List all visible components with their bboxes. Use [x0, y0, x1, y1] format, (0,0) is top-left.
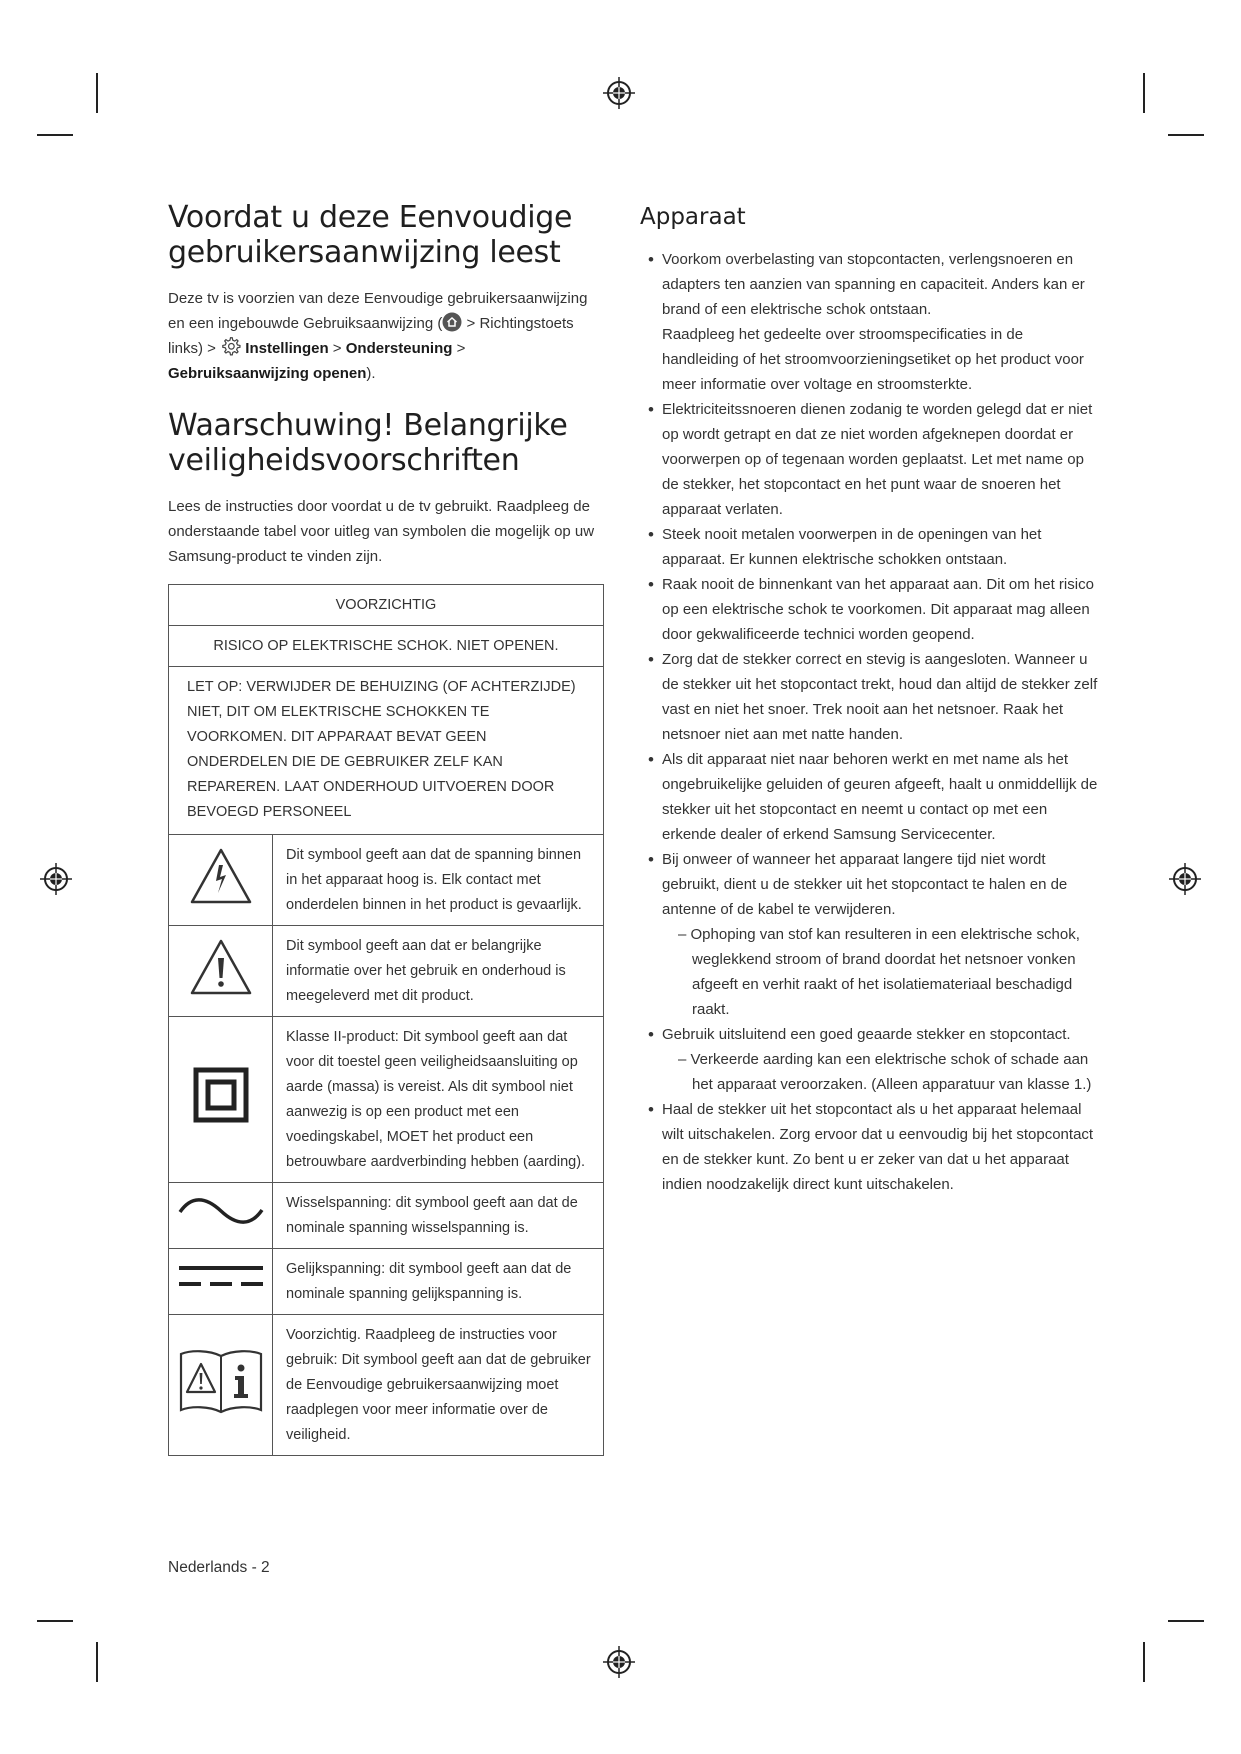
crop-mark	[1143, 1642, 1145, 1682]
table-header-caution: VOORZICHTIG	[169, 585, 604, 626]
ac-voltage-icon	[177, 1196, 265, 1226]
crop-mark	[96, 73, 98, 113]
home-icon	[442, 312, 462, 332]
list-item: • Elektriciteitssnoeren dienen zodanig te worden gelegd dat er niet op wordt getrapt en dat ze niet worden afgeknepen doordat er voorwerpen op of tegenaan worden geplaatst. Let met name op de stekker, het stopcontact en het punt waar de snoeren het apparaat verlaten.	[640, 397, 1100, 522]
dc-voltage-icon	[177, 1262, 265, 1292]
list-item: • Haal de stekker uit het stopcontact als u het apparaat helemaal wilt uitschakelen. Zorg ervoor dat u eenvoudig bij het stopcontact en de stekker kunt. Zo bent u er zeker van dat u het apparaat indien noodzakelijk direct kunt uitschakelen.	[640, 1097, 1100, 1197]
exclamation-warning-icon	[189, 938, 253, 996]
crop-mark	[1168, 1620, 1204, 1622]
right-column	[640, 203, 1100, 1197]
gear-icon	[220, 336, 241, 357]
registration-mark-icon	[602, 76, 636, 110]
high-voltage-warning-icon	[189, 847, 253, 905]
table-row: Dit symbool geeft aan dat de spanning binnen in het apparaat hoog is. Elk contact met onderdelen binnen in het product is gevaarlijk.	[169, 835, 604, 926]
table-note: LET OP: VERWIJDER DE BEHUIZING (OF ACHTERZIJDE) NIET, DIT OM ELEKTRISCHE SCHOKKEN TE VOORKOMEN. DIT APPARAAT BEVAT GEEN ONDERDELEN DIE DE GEBRUIKER ZELF KAN REPAREREN. LAAT ONDERHOUD UITVOEREN DOOR BEVOEGD PERSONEEL	[169, 667, 604, 835]
warning-title: Waarschuwing! Belangrijke veiligheidsvoorschriften	[168, 408, 568, 478]
registration-mark-icon	[1168, 862, 1202, 896]
crop-mark	[37, 1620, 73, 1622]
page-footer: Nederlands - 2	[168, 1559, 270, 1576]
crop-mark	[1168, 134, 1204, 136]
table-row: Wisselspanning: dit symbool geeft aan dat de nominale spanning wisselspanning is.	[169, 1183, 604, 1249]
list-item: • Zorg dat de stekker correct en stevig is aangesloten. Wanneer u de stekker uit het stopcontact trekt, houd dan altijd de stekker zelf vast en niet het snoer. Trek nooit aan het netsnoer. Raak het netsnoer niet aan met natte handen.	[640, 647, 1100, 747]
left-column	[168, 200, 604, 1456]
list-item: • Gebruik uitsluitend een goed geaarde stekker en stopcontact. – Verkeerde aarding kan een elektrische schok of schade aan het apparaat veroorzaken. (Alleen apparatuur van klasse 1.)	[640, 1022, 1100, 1097]
table-row: Voorzichtig. Raadpleeg de instructies voor gebruik: Dit symbool geeft aan dat de gebruiker de Eenvoudige gebruikersaanwijzing moet raadplegen voor meer informatie over de veiligheid.	[169, 1315, 604, 1456]
device-title: Apparaat	[640, 204, 746, 230]
list-item: • Als dit apparaat niet naar behoren werkt en met name als het ongebruikelijke geluiden of geuren afgeeft, haalt u onmiddellijk de stekker uit het stopcontact en neemt u contact op met een erkende dealer of erkend Samsung Servicecenter.	[640, 747, 1100, 847]
table-header-shock-risk: RISICO OP ELEKTRISCHE SCHOK. NIET OPENEN.	[169, 626, 604, 667]
sub-item: – Ophoping van stof kan resulteren in een elektrische schok, weglekkend stroom of brand doordat het netsnoer vonken afgeeft en verhit raakt of het isolatiemateriaal beschadigd raakt.	[678, 926, 1080, 1018]
double-insulation-icon	[193, 1067, 249, 1123]
list-item: • Voorkom overbelasting van stopcontacten, verlengsnoeren en adapters ten aanzien van spanning en capaciteit. Anders kan er brand of een elektrische schok ontstaan. Raadpleeg het gedeelte over stroomspecificaties in de handleiding of het stroomvoorzieningsetiket op het product voor meer informatie over voltage en stroomsterkte.	[640, 247, 1100, 397]
registration-mark-icon	[39, 862, 73, 896]
crop-mark	[1143, 73, 1145, 113]
safety-symbols-table	[168, 584, 604, 1456]
table-row: Gelijkspanning: dit symbool geeft aan dat de nominale spanning gelijkspanning is.	[169, 1249, 604, 1315]
device-list	[640, 247, 1100, 1197]
intro-title: Voordat u deze Eenvoudige gebruikersaanwijzing leest	[168, 200, 573, 270]
list-item: • Raak nooit de binnenkant van het apparaat aan. Dit om het risico op een elektrische schok te voorkomen. Dit apparaat mag alleen door gekwalificeerde technici worden geopend.	[640, 572, 1100, 647]
list-item: • Steek nooit metalen voorwerpen in de openingen van het apparaat. Er kunnen elektrische schokken ontstaan.	[640, 522, 1100, 572]
table-row: Dit symbool geeft aan dat er belangrijke informatie over het gebruik en onderhoud is meegeleverd met dit product.	[169, 926, 604, 1017]
intro-text: Deze tv is voorzien van deze Eenvoudige gebruikersaanwijzing en een ingebouwde Gebruiksaanwijzing ( > Richtingstoets links) > Instellingen > Ondersteuning > Gebruiksaanwijzing openen).	[168, 290, 588, 382]
sub-item: – Verkeerde aarding kan een elektrische schok of schade aan het apparaat veroorzaken. (Alleen apparatuur van klasse 1.)	[678, 1051, 1092, 1093]
registration-mark-icon	[602, 1645, 636, 1679]
warning-text: Lees de instructies door voordat u de tv gebruikt. Raadpleeg de onderstaande tabel voor uitleg van symbolen die mogelijk op uw Samsung-product te vinden zijn.	[168, 498, 595, 565]
crop-mark	[37, 134, 73, 136]
list-item: • Bij onweer of wanneer het apparaat langere tijd niet wordt gebruikt, dient u de stekker uit het stopcontact te halen en de antenne of de kabel te verwijderen. – Ophoping van stof kan resulteren in een elektrische schok, weglekkend stroom of brand doordat het netsnoer vonken afgeeft en verhit raakt of het isolatiemateriaal beschadigd raakt.	[640, 847, 1100, 1022]
table-row: Klasse II-product: Dit symbool geeft aan dat voor dit toestel geen veiligheidsaansluiting op aarde (massa) is vereist. Als dit symbool niet aanwezig is op een product met een voedingskabel, MOET het product een betrouwbare aardverbinding hebben (aarding).	[169, 1017, 604, 1183]
crop-mark	[96, 1642, 98, 1682]
consult-instructions-icon	[177, 1348, 265, 1414]
